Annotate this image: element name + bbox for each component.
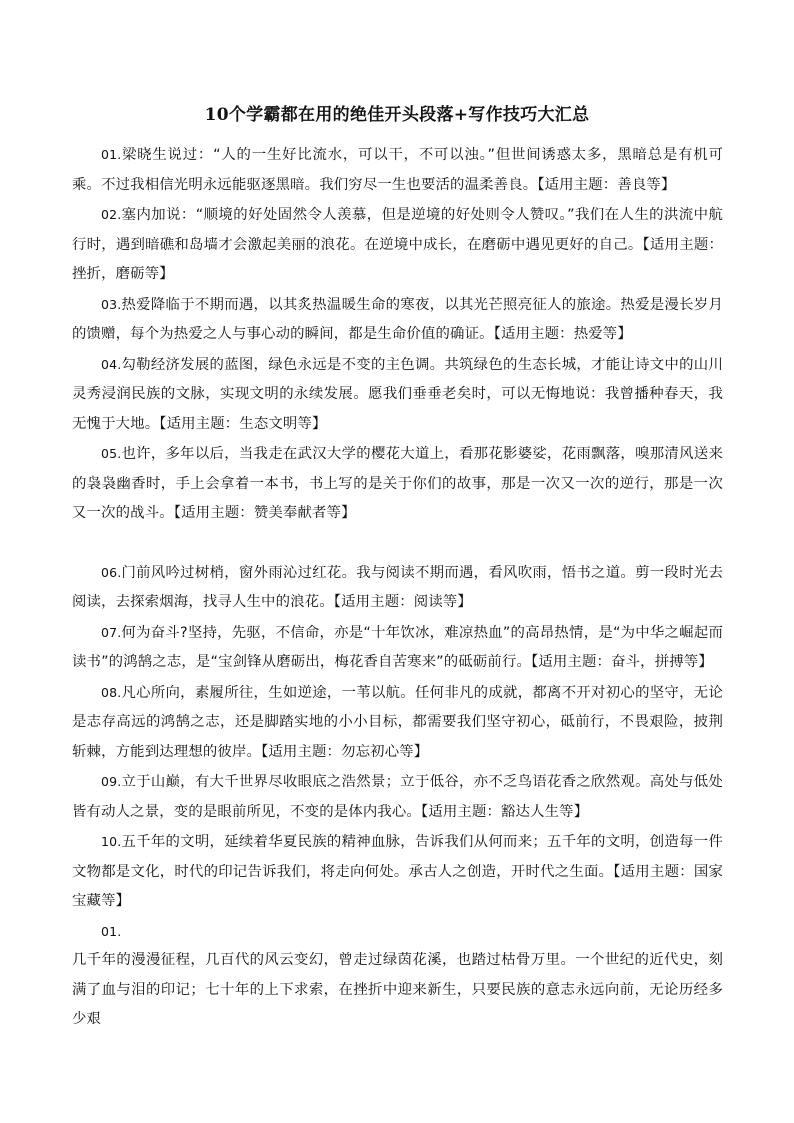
paragraph-10: [72, 827, 723, 917]
paragraph-text: 立于山巅，有大千世界尽收眼底之浩然景；立于低谷，亦不乏鸟语花香之欣然观。高处与低处皆有动人之景，变的是眼前所见，不变的是体内我心。【适用主题：豁达人生等】: [72, 774, 723, 820]
paragraph-01: [72, 140, 723, 200]
document-body: [72, 140, 723, 1035]
paragraph-08: [72, 678, 723, 768]
document-title: 10个学霸都在用的绝佳开头段落+写作技巧大汇总: [204, 105, 590, 125]
paragraph-number: 02.: [101, 207, 122, 222]
paragraph-number: 04.: [101, 356, 122, 372]
paragraph-02: [72, 200, 723, 290]
paragraph-number: 10.: [101, 834, 122, 849]
section2-paragraph: 几千年的漫漫征程，几百代的风云变幻，曾走过绿茵花溪，也踏过枯骨万里。一个世纪的近代史，刻满了血与泪的印记；七十年的上下求索，在挫折中迎来新生，只要民族的意志永远向前，无论历经多少艰: [72, 952, 723, 1027]
paragraph-text: 塞内加说：“顺境的好处固然令人羡慕，但是逆境的好处则令人赞叹。”我们在人生的洪流中航行时，遇到暗礁和岛墙才会激起美丽的浪花。在逆境中成长，在磨砺中遇见更好的自己。【适用主题：挫折，磨砺等】: [72, 207, 723, 282]
paragraph-number: 06.: [101, 564, 122, 580]
paragraph-03: [72, 290, 723, 350]
paragraph-09: [72, 767, 723, 827]
paragraph-number: 05.: [101, 446, 122, 461]
paragraph-text: 何为奋斗?坚持，先驱，不信命，亦是“十年饮冰，难凉热血”的高昂热情，是“为中华之崛起而读书”的鸿鹄之志，是“宝剑锋从磨砺出，梅花香自苦寒来”的砥砺前行。【适用主题：奋斗，拼搏等】: [72, 624, 723, 670]
section2-number: 01.: [101, 923, 122, 939]
paragraph-07: [72, 618, 723, 678]
paragraph-05: [72, 439, 723, 529]
paragraph-text: 凡心所向，素履所往，生如逆途，一苇以航。任何非凡的成就，都离不开对初心的坚守，无论是志存高远的鸿鹄之志，还是脚踏实地的小小目标，都需要我们坚守初心，砥前行，不畏艰险，披荆斩棘，方能到达理想的彼岸。【适用主题：勿忘初心等】: [72, 684, 723, 760]
paragraph-number: 09.: [101, 774, 122, 789]
paragraph-number: 01.: [101, 147, 122, 162]
paragraph-number: 03.: [101, 296, 122, 312]
paragraph-text: 勾勒经济发展的蓝图，绿色永远是不变的主色调。共筑绿色的生态长城，才能让诗文中的山川灵秀浸润民族的文脉，实现文明的永续发展。愿我们垂垂老矣时，可以无悔地说：我曾播种春天，我无愧于大地。【适用主题：生态文明等】: [72, 356, 723, 432]
paragraph-number: 07.: [101, 624, 122, 640]
paragraph-text: 也许，多年以后，当我走在武汉大学的樱花大道上，看那花影婆娑，花雨飘落，嗅那清风送来的袅袅幽香时，手上会拿着一本书，书上写的是关于你们的故事，那是一次又一次的逆行，那是一次又一次的战斗。【适用主题：赞美奉献者等】: [72, 446, 723, 521]
paragraph-spacer: [72, 529, 723, 558]
paragraph-text: 五千年的文明，延续着华夏民族的精神血脉，告诉我们从何而来；五千年的文明，创造每一件文物都是文化，时代的印记告诉我们，将走向何处。承古人之创造，开时代之生面。【适用主题：国家宝藏等】: [72, 834, 723, 909]
paragraph-number: 08.: [101, 684, 122, 700]
paragraph-text: 热爱降临于不期而遇，以其炙热温暖生命的寒夜，以其光芒照亮征人的旅途。热爱是漫长岁月的馈赠，每个为热爱之人与事心动的瞬间，都是生命价值的确证。【适用主题：热爱等】: [72, 296, 723, 342]
paragraph-text: 梁晓生说过：“人的一生好比流水，可以干，不可以浊。”但世间诱惑太多，黑暗总是有机可乘。不过我相信光明永远能驱逐黑暗。我们穷尽一生也要活的温柔善良。【适用主题：善良等】: [72, 147, 723, 193]
paragraph-06: [72, 558, 723, 618]
paragraph-04: [72, 350, 723, 440]
paragraph-text: 门前风吟过树梢，窗外雨沁过红花。我与阅读不期而遇，看风吹雨，悟书之道。剪一段时光去阅读，去探索烟海，找寻人生中的浪花。【适用主题：阅读等】: [72, 564, 723, 610]
